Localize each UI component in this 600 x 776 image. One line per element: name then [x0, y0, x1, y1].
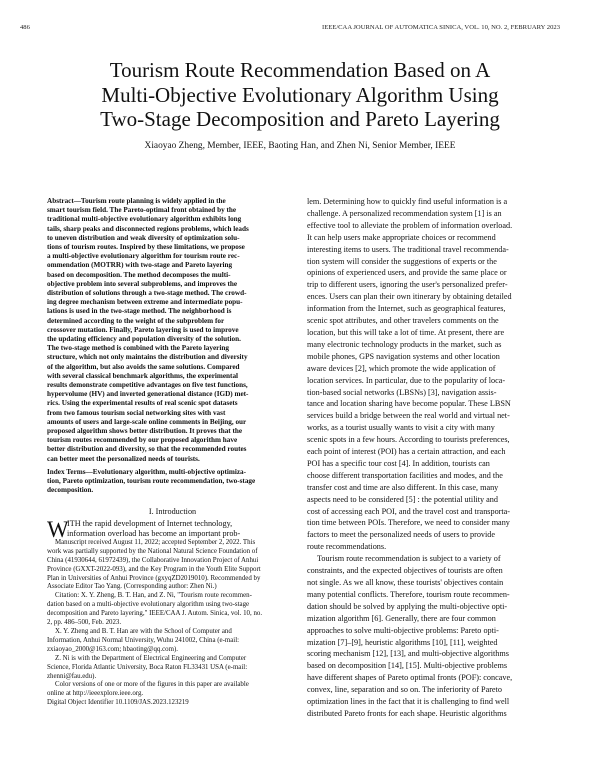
body-line: many electronic technology products in the market, such as [307, 339, 502, 349]
body-line: dation should be solved by applying the multi-objective opti- [307, 601, 508, 611]
body-line: approaches to solve multi-objective problems: Pareto opti- [307, 625, 499, 635]
running-header [20, 24, 560, 34]
abstract-line: amounts of users and large-scale online comments in Beijing, our [47, 417, 247, 426]
abstract-line: tails, sharp peaks and disconnected regions problems, which leads [47, 224, 249, 233]
abstract-line: a multi-objective evolutionary algorithm for tourism route rec- [47, 252, 240, 261]
title-line: Tourism Route Recommendation Based on A [109, 58, 491, 82]
body-line: services build a bridge between the real world and virtual net- [307, 411, 510, 421]
footnote-line: Associate Editor Tao Yang. (Corresponding author: Zhen Ni.) [47, 583, 217, 591]
body-line: POI has a specific tour cost [4]. In addition, tourists can [307, 458, 490, 468]
title-line: Two-Stage Decomposition and Pareto Layering [100, 107, 500, 131]
author-list: Xiaoyao Zheng, Member, IEEE, Baoting Han, and Zhen Ni, Senior Member, IEEE [144, 141, 456, 151]
abstract-line: ing degree mechanism between extreme and intermediate popu- [47, 298, 243, 307]
body-line: opinions of experienced users, and provide the same place or [307, 268, 507, 278]
abstract-line: ommendation (MOTRR) with two-stage and Pareto layering [47, 261, 233, 270]
body-line: mization algorithm [6]. Generally, there are four common [307, 613, 496, 623]
abstract-line: smart tourism field. The Pareto-optimal front obtained by the [47, 206, 237, 215]
body-line: It can help users make appropriate choices or recommend [307, 232, 496, 242]
abstract-line: determined according to the weight of the subproblem for [47, 316, 225, 325]
body-line: scoring mechanism [12], [13], and multi-objective algorithms [307, 649, 509, 659]
body-line: each point of interest (POI) has a certain attraction, and each [307, 447, 506, 457]
abstract-line: tions of tourism routes. Inspired by these limitations, we propose [47, 243, 245, 252]
body-line: constraints, and the expected objectives of tourists are often [307, 566, 503, 576]
abstract-line: tourism routes recommended by our proposed algorithm have [47, 436, 238, 445]
abstract-line: of the algorithm, but also avoids the same solutions. Compared [47, 362, 240, 371]
index-terms [47, 468, 298, 496]
body-line: many potential conflicts. Therefore, tourism route recommen- [307, 589, 510, 599]
footnote-line: Z. Ni is with the Department of Electrical Engineering and Computer [55, 654, 247, 662]
body-line: aspects need to be considered [5] : the potential utility and [307, 494, 498, 504]
body-line: ences. Users can plan their own itinerary by obtaining detailed [307, 292, 512, 302]
body-line: tion time between POIs. Therefore, we need to consider many [307, 518, 510, 528]
abstract-line: The two-stage method is combined with the Pareto layering [47, 344, 229, 353]
footnote-line: Color versions of one or more of the figures in this paper are available [55, 681, 249, 689]
drop-cap: W [47, 516, 69, 542]
abstract-line: traditional multi-objective evolutionary algorithm exhibits long [47, 215, 242, 224]
body-line: aware devices [2], which promote the wide application of [307, 363, 496, 373]
abstract-line: the updating efficiency and population diversity of the solution. [47, 335, 241, 344]
body-line: cost of accessing each POI, and the travel cost and transporta- [307, 506, 511, 516]
title-line: Multi-Objective Evolutionary Algorithm Using [101, 82, 499, 107]
body-line: information from the Internet, such as geographical features, [307, 304, 506, 314]
abstract-line: structure, which not only maintains the distribution and diversity [47, 353, 248, 362]
body-line: optimization lines in the fact that it is challenging to find well [307, 697, 510, 707]
footnote-line: Province (GXXT-2022-093), and the Key Program in the Youth Elite Support [47, 565, 261, 573]
body-line: interesting items to users. The traditional travel recommenda- [307, 244, 509, 254]
abstract-line: objective problem into several subproblems, and improves the [47, 279, 238, 288]
abstract-line: to uneven distribution and weak diversity of optimization solu- [47, 233, 240, 242]
paper-title [40, 58, 560, 132]
body-line: scenic spot attributes, and other travelers comments on the [307, 316, 499, 326]
footnote-line: zhenni@fau.edu). [47, 672, 97, 680]
body-line: location, but this will take a lot of time. At present, there are [307, 327, 505, 337]
abstract [47, 197, 298, 464]
abstract-line: results demonstrate competitive advantages on five test functions, [47, 381, 248, 390]
body-line: Tourism route recommendation is subject to a variety of [317, 554, 501, 564]
footnote-line: 2, pp. 486–500, Feb. 2023. [47, 619, 122, 627]
body-line: challenge. A personalized recommendation system [1] is an [307, 208, 502, 218]
footnote-line[interactable]: online at http://ieeexplore.ieee.org. [47, 690, 144, 698]
body-line: route recommendations. [307, 542, 387, 552]
footnote-line: Citation: X. Y. Zheng, B. T. Han, and Z. Ni, "Tourism route recommen- [55, 592, 252, 600]
body-line: choose different transportation facilities and modes, and the [307, 470, 503, 480]
abstract-line: rics. Using the experimental results of real scenic spot datasets [47, 399, 238, 408]
body-line: lem. Determining how to quickly find useful information is a [307, 197, 508, 206]
left-column [47, 197, 298, 708]
abstract-line: with several classical benchmark algorithms, the experimental [47, 371, 239, 380]
body-line: transfer cost and time are also different. In this case, many [307, 482, 499, 492]
footnote-line: zxiaoyao_2000@163.com; hbaoting@qq.com). [47, 645, 178, 653]
abstract-line: crossover mutation. Finally, Pareto layering is used to improve [47, 325, 239, 334]
body-line: location services. In particular, due to the popularity of loca- [307, 375, 506, 385]
footnote-line: China (41930644, 61972439), the Collaborative Innovation Project of Anhui [47, 556, 259, 564]
body-line: effective tool to alleviate the problem of information overload. [307, 220, 513, 230]
footnote-line: X. Y. Zheng and B. T. Han are with the School of Computer and [55, 627, 232, 635]
footnote-line: Manuscript received August 11, 2022; accepted September 2, 2022. This [55, 538, 256, 546]
section-heading: I. Introduction [148, 506, 197, 516]
footnote-line: work was partially supported by the National Natural Science Foundation of [47, 547, 258, 555]
doi-line[interactable]: Digital Object Identifier 10.1109/JAS.2023.123219 [47, 699, 189, 707]
abstract-line: from two famous tourism social networking sites with vast [47, 408, 226, 417]
body-line: have different shapes of Pareto optimal fronts (POF): concave, [307, 673, 513, 683]
body-line: tion system will consider the suggestions of experts or the [307, 256, 497, 266]
footnote-line: Science, Florida Atlantic University, Boca Raton FL33431 USA (e-mail: [47, 663, 248, 671]
footnote-line: Plan in Universities of Anhui Province (gxyqZD2019010). Recommended by [47, 574, 261, 582]
body-line: distributed Pareto fronts for each shape. Heuristic algorithms [307, 708, 507, 718]
footnotes [47, 539, 298, 708]
body-line: mobile phones, GPS navigation systems and other location [307, 351, 500, 361]
body-line: works, as a tourist usually wants to visit a city with many [307, 423, 495, 433]
abstract-line: Abstract—Tourism route planning is widely applied in the [47, 197, 226, 205]
body-line: tion-based social networks (LBSNs) [3], navigation assis- [307, 387, 497, 397]
abstract-line: hypervolume (HV) and inverted generational distance (IGD) met- [47, 390, 249, 399]
footnote-line: dation based on a multi-objective evolutionary algorithm using two-stage [47, 601, 250, 609]
body-line: mization [7]–[9], heuristic algorithms [10], [11], weighted [307, 637, 498, 647]
index-terms-line: decomposition. [47, 486, 94, 495]
body-line: convex, line, separation and so on. The inferiority of Pareto [307, 685, 502, 695]
page-number: 486 [20, 24, 30, 31]
right-column [307, 196, 553, 720]
abstract-line: distribution of solutions through a two-stage method. The crowd- [47, 289, 247, 298]
abstract-line: lations is used in the two-stage method. The neighborhood is [47, 307, 232, 316]
abstract-line: based on decomposition. The method decomposes the multi- [47, 270, 231, 279]
intro-line: ITH the rapid development of Internet technology, [67, 518, 233, 528]
index-terms-line: Index Terms—Evolutionary algorithm, multi-objective optimiza- [47, 467, 247, 476]
body-line: based on decomposition [14], [15]. Multi-objective problems [307, 661, 508, 671]
footnote-line: Information, Anhui Normal University, Wuhu 241002, China (e-mail: [47, 636, 240, 644]
journal-header: IEEE/CAA JOURNAL OF AUTOMATICA SINICA, VOL. 10, NO. 2, FEBRUARY 2023 [322, 24, 560, 31]
body-line: trip to different users, ignoring the user's personalized prefer- [307, 280, 508, 290]
body-line: scenic spots in a few hours. According to tourists preferences, [307, 435, 510, 445]
body-line: tance and location sharing have become popular. These LBSN [307, 399, 511, 409]
abstract-line: better distribution and diversity, so that the recommended routes [47, 445, 247, 454]
body-line: not single. As we all know, these tourists' objectives contain [307, 578, 504, 587]
abstract-line: proposed algorithm shows better distribution. It proves that the [47, 427, 243, 436]
abstract-line: can better meet the personalized needs of tourists. [47, 454, 200, 463]
intro-line: information overload has become an important prob- [67, 528, 241, 538]
footnote-line: decomposition and Pareto layering," IEEE/CAA J. Autom. Sinica, vol. 10, no. [47, 610, 263, 618]
index-terms-line: tion, Pareto optimization, tourism route recommendation, two-stage [47, 477, 256, 486]
body-line: factors to meet the personalized needs of users to provide [307, 530, 496, 540]
